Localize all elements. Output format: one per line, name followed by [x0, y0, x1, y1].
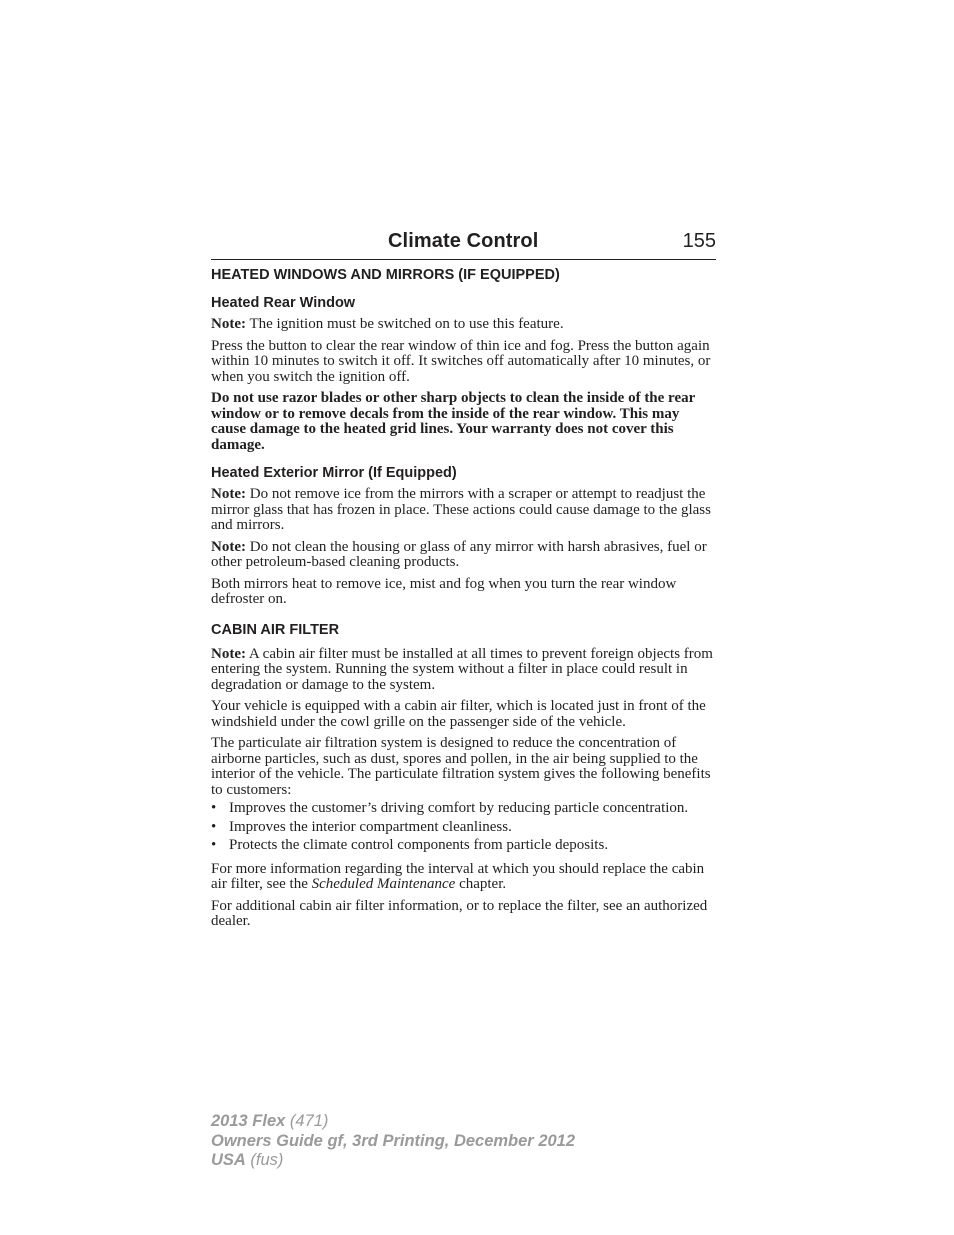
note-text: A cabin air filter must be installed at all times to prevent foreign objects from entering the system. Running the system without a filter in place could result in degradation or damage to the system.	[211, 645, 713, 693]
note-text: Do not remove ice from the mirrors with a scraper or attempt to readjust the mirror glass that has frozen in place. These actions could cause damage to the glass and mirrors.	[211, 486, 711, 533]
paragraph-dealer: For additional cabin air filter information, or to replace the filter, see an authorized dealer.	[211, 897, 708, 929]
page-content	[211, 229, 716, 930]
paragraph-mirrors-heat: Both mirrors heat to remove ice, mist and fog when you turn the rear window defroster on.	[211, 575, 677, 607]
subheading-heated-exterior-mirror: Heated Exterior Mirror (If Equipped)	[211, 465, 457, 481]
page-footer	[211, 1112, 575, 1171]
note-label: Note:	[211, 645, 246, 662]
note-label: Note:	[211, 316, 246, 332]
list-item: • Improves the interior compartment cleanliness.	[211, 818, 512, 835]
note-mirror-scraper	[211, 487, 716, 534]
note-label: Note:	[211, 538, 246, 555]
note-text: The ignition must be switched on to use this feature.	[245, 316, 564, 332]
page-number: 155	[682, 230, 716, 252]
note-cabin-filter	[211, 647, 716, 694]
section-heading-heated-windows: HEATED WINDOWS AND MIRRORS (IF EQUIPPED)	[211, 267, 560, 283]
list-item: • Improves the customer’s driving comfort by reducing particle concentration.	[211, 800, 689, 816]
page-header	[211, 229, 716, 260]
paragraph-filter-location: Your vehicle is equipped with a cabin air filter, which is located just in front of the windshield under the cowl grille on the passenger side of the vehicle.	[211, 698, 706, 730]
list-item: • Protects the climate control components from particle deposits.	[211, 837, 609, 853]
warning-razor-blades: Do not use razor blades or other sharp objects to clean the inside of the rear window or to remove decals from the inside of the rear window. This may cause damage to the heated grid lines. Your warranty does not cover this damage.	[211, 390, 695, 453]
footer-guide: Owners Guide gf, 3rd Printing, December 2012	[211, 1131, 576, 1150]
subheading-heated-rear-window: Heated Rear Window	[211, 295, 356, 311]
paragraph-more-information: For more information regarding the interval at which you should replace the cabin air filter, see the Scheduled Maintenance chapter.	[211, 860, 705, 892]
note-ignition	[211, 317, 716, 333]
footer-model: 2013 Flex (471)	[211, 1112, 329, 1130]
note-mirror-cleaning	[211, 540, 716, 571]
benefits-list	[211, 801, 716, 854]
paragraph-rear-window-operation: Press the button to clear the rear window of thin ice and fog. Press the button again within 10 minutes to switch it off. It switches off automatically after 10 minutes, or when you switch the ignition off.	[211, 337, 711, 385]
note-label: Note:	[211, 486, 246, 502]
section-heading-cabin-air-filter: CABIN AIR FILTER	[211, 621, 340, 638]
note-text: Do not clean the housing or glass of any mirror with harsh abrasives, fuel or other petroleum-based cleaning products.	[211, 538, 707, 570]
footer-market: USA (fus)	[211, 1151, 284, 1169]
chapter-reference: Scheduled Maintenance	[311, 876, 456, 892]
chapter-title: Climate Control	[388, 230, 539, 252]
paragraph-filtration-system: The particulate air filtration system is designed to reduce the concentration of airborne particles, such as dust, spores and pollen, in the air being supplied to the interior of the vehicle. The particulate filtration system gives the following benefits to customers:	[211, 735, 711, 798]
